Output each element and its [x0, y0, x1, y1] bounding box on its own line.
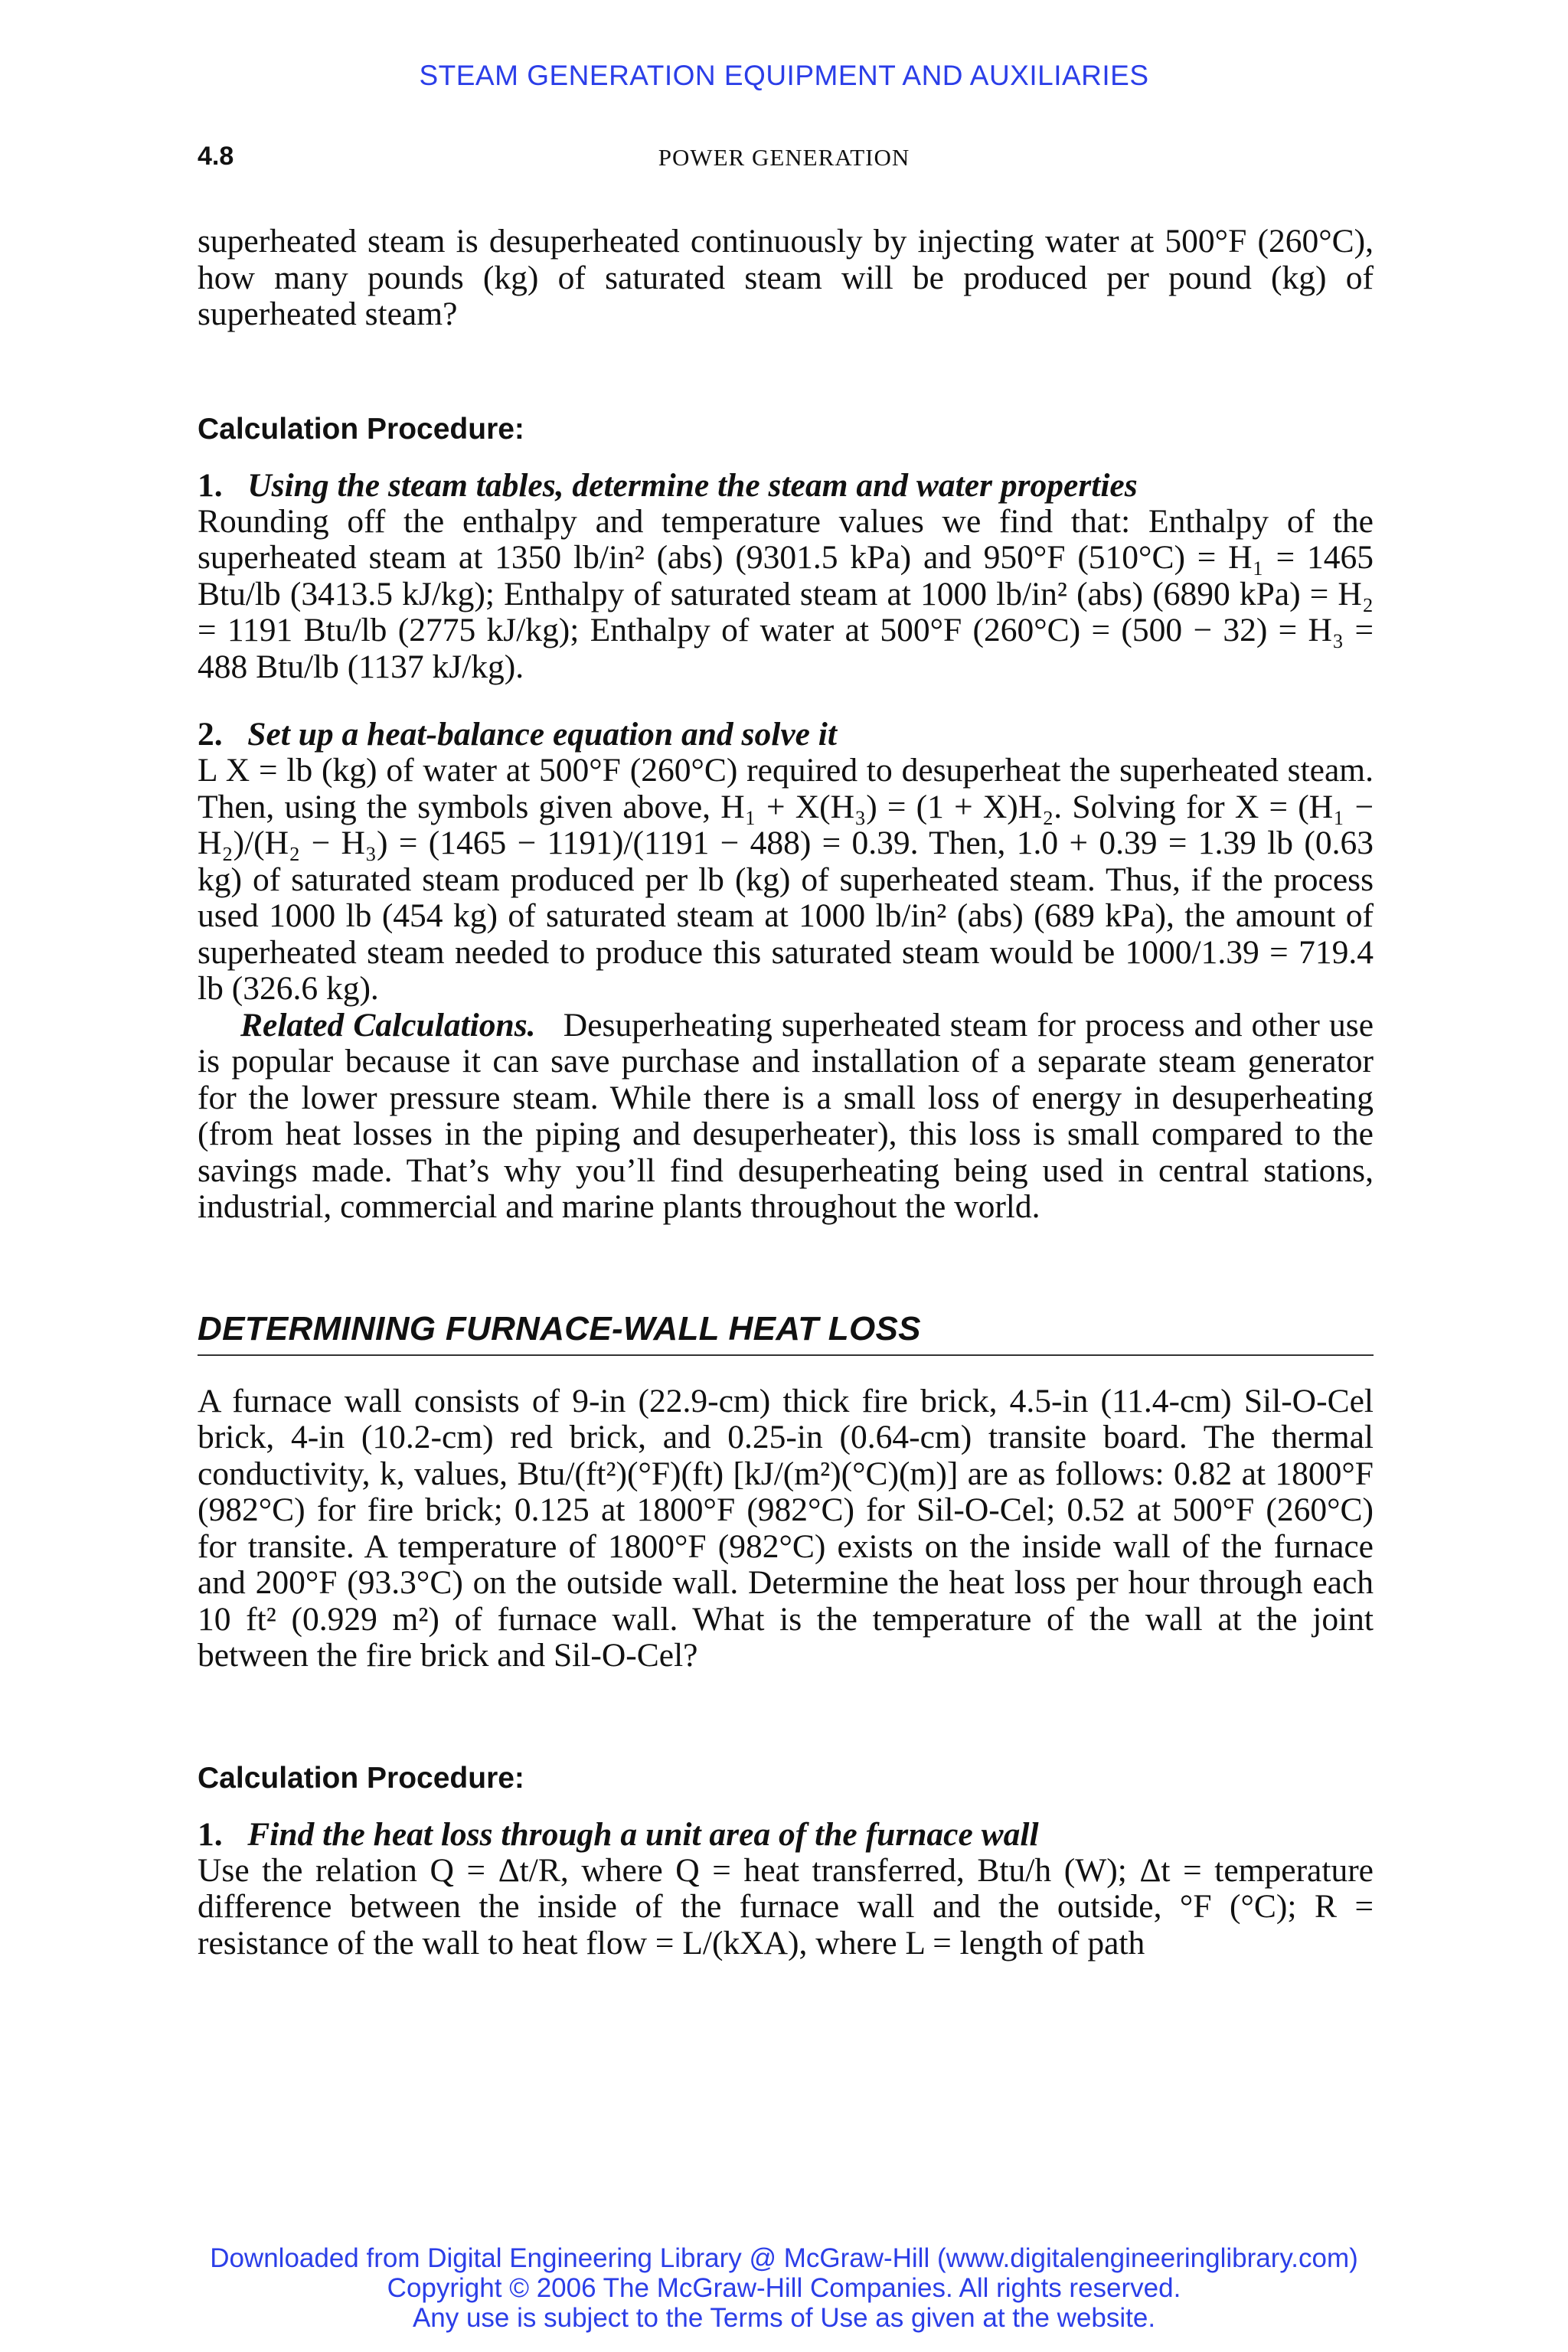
step-1-title-text: Using the steam tables, determine the steam and water properties [247, 466, 1138, 504]
related-calculations-label: Related Calculations. [240, 1006, 536, 1044]
related-calculations-paragraph [198, 1008, 1374, 1226]
page-body [198, 224, 1374, 1962]
step-1-number: 1. [198, 466, 223, 504]
footer-download-line[interactable]: Downloaded from Digital Engineering Library @ McGraw-Hill (www.digitalengineeringlibrary.com) [210, 2243, 1358, 2273]
calculation-procedure-heading-2: Calculation Procedure: [198, 1761, 524, 1795]
step-1b-title-text: Find the heat loss through a unit area of the furnace wall [247, 1815, 1039, 1853]
step-2-title-text: Set up a heat-balance equation and solve it [247, 716, 837, 753]
calculation-procedure-heading: Calculation Procedure: [198, 412, 524, 446]
step-1b-text: Use the relation Q = Δt/R, where Q = heat transferred, Btu/h (W); Δt = temperature difference between the inside of the furnace wall and the outside, °F (°C); R = resistance of the wall to heat flow = L/(kXA), where L = length of path [198, 1851, 1374, 1962]
running-head: STEAM GENERATION EQUIPMENT AND AUXILIARIES [419, 60, 1149, 91]
related-calculations-text: Desuperheating superheated steam for process and other use is popular because it can save purchase and installation of a separate steam generator for the lower pressure steam. While there is a small loss of energy in desuperheating (from heat losses in the piping and desuperheater), this loss is small compared to the savings made. That’s why you’ll find desuperheating being used in central stations, industrial, commercial and marine plants throughout the world. [198, 1006, 1374, 1225]
step-1-title [198, 467, 1374, 504]
intro-paragraph: superheated steam is desuperheated continuously by injecting water at 500°F (260°C), how many pounds (kg) of saturated steam will be produced per pound (kg) of superheated steam? [198, 223, 1374, 332]
step-2-number: 2. [198, 716, 223, 753]
step-1b-title [198, 1816, 1374, 1853]
step-2-text: L X = lb (kg) of water at 500°F (260°C) required to desuperheat the superheated steam. Then, using the symbols given above, H₁ + X(H₃) = (1 + X)H₂. Solving for X = (H₁ − H₂)/(H₂ − H₃) = (1465 − 1191)/(1191 − 488) = 0.39. Then, 1.0 + 0.39 = 1.39 lb (0.63 kg) of saturated steam produced per lb (kg) of superheated steam. Thus, if the process used 1000 lb (454 kg) of saturated steam at 1000 lb/in² (abs) (689 kPa), the amount of superheated steam needed to produce this saturated steam would be 1000/1.39 = 719.4 lb (326.6 kg). [198, 752, 1374, 1007]
problem-statement: A furnace wall consists of 9-in (22.9-cm) thick fire brick, 4.5-in (11.4-cm) Sil-O-Cel brick, 4-in (10.2-cm) red brick, and 0.25-in (0.64-cm) transite board. The thermal conductivity, k, values, Btu/(ft²)(°F)(ft) [kJ/(m²)(°C)(m)] are as follows: 0.82 at 1800°F (982°C) for fire brick; 0.125 at 1800°F (982°C) for Sil-O-Cel; 0.52 at 500°F (260°C) for transite. A temperature of 1800°F (982°C) exists on the inside wall of the furnace and 200°F (93.3°C) on the outside wall. Determine the heat loss per hour through each 10 ft² (0.929 m²) of furnace wall. What is the temperature of the wall at the joint between the fire brick and Sil-O-Cel? [198, 1382, 1374, 1674]
footer-terms-line[interactable]: Any use is subject to the Terms of Use as given at the website. [412, 2303, 1156, 2333]
footer [0, 2243, 1568, 2333]
footer-copyright-line: Copyright © 2006 The McGraw-Hill Companies. All rights reserved. [387, 2273, 1181, 2303]
page-number: 4.8 [198, 142, 234, 171]
book-title: POWER GENERATION [658, 144, 910, 171]
step-2-title [198, 716, 1374, 753]
step-1-text: Rounding off the enthalpy and temperature values we find that: Enthalpy of the superheated steam at 1350 lb/in² (abs) (9301.5 kPa) and 950°F (510°C) = H₁ = 1465 Btu/lb (3413.5 kJ/kg); Enthalpy of saturated steam at 1000 lb/in² (abs) (6890 kPa) = H₂ = 1191 Btu/lb (2775 kJ/kg); Enthalpy of water at 500°F (260°C) = (500 − 32) = H₃ = 488 Btu/lb (1137 kJ/kg). [198, 502, 1374, 685]
step-1b-number: 1. [198, 1815, 223, 1853]
section-title: DETERMINING FURNACE-WALL HEAT LOSS [198, 1308, 1374, 1356]
